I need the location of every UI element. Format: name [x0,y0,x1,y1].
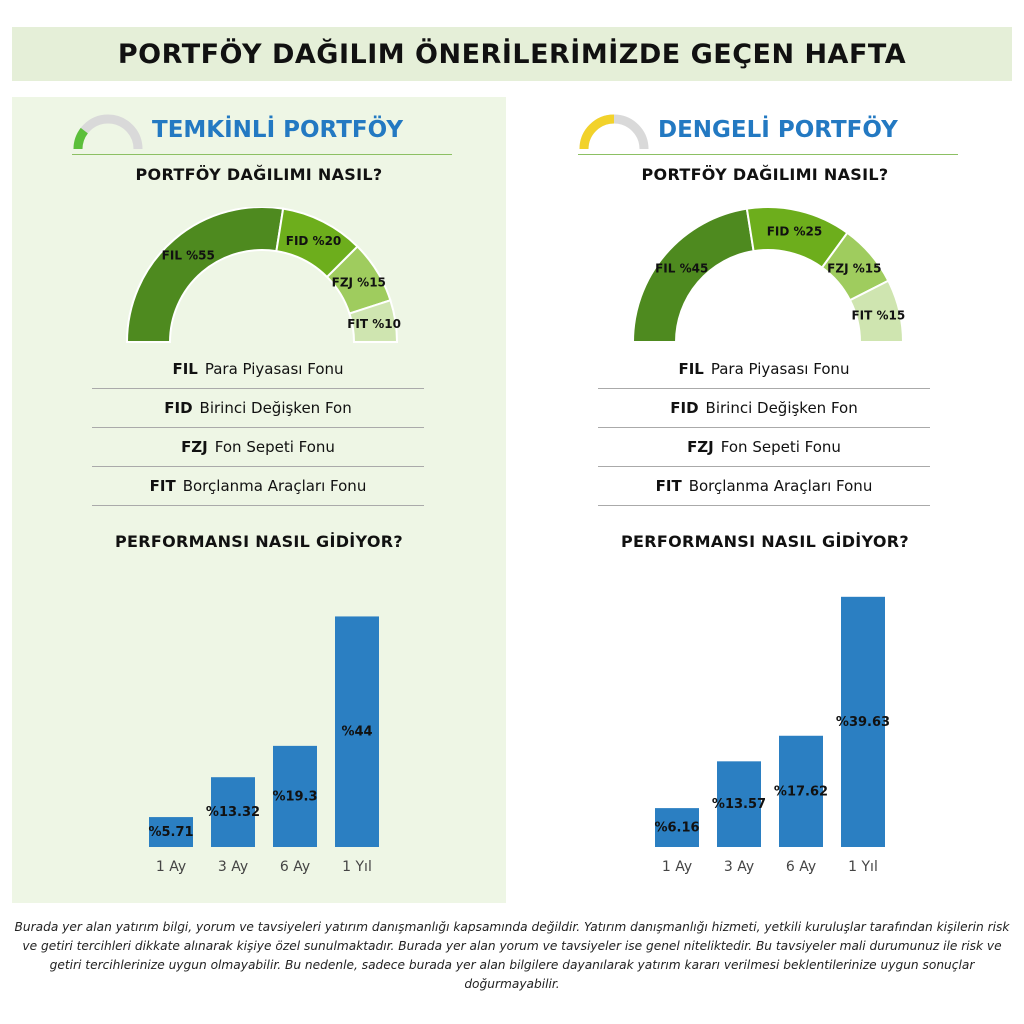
panel-header [578,111,958,155]
donut-segment-label: FIT %10 [347,317,401,332]
allocation-donut-chart [618,207,918,347]
bar-value-label: %17.62 [773,784,829,800]
allocation-title: PORTFÖY DAĞILIMI NASIL? [641,165,889,184]
performance-bar-chart [112,567,412,887]
legend-fund-name: Birinci Değişken Fon [199,399,352,417]
legal-disclaimer: Burada yer alan yatırım bilgi, yorum ve tavsiyeleri yatırım danışmanlığı kapsamında değildir. Yatırım danışmanlığı hizmeti, yetkili kuruluşlar tarafından kişilerin risk ve getiri tercihleri dikkate alınarak kişiye özel sunulmaktadır. Burada yer alan yorum ve tavsiyeler ise genel niteliktedir. Bu tavsiyeler mali durumunuz ile risk ve getiri tercihlerinize uygun olmayabilir. Bu nedenle, sadece burada yer alan bilgilere dayanılarak yatırım kararı verilmesi beklentilerinize uygun sonuçlar doğurmayabilir. [14,920,1010,991]
panel-title: TEMKİNLİ PORTFÖY [152,117,404,143]
allocation-donut-chart [112,207,412,347]
gauge-medium-icon [578,113,650,151]
conservative-portfolio-panel [12,97,506,903]
gauge-low-icon [72,113,144,151]
legend-fund-name: Birinci Değişken Fon [705,399,858,417]
bar-category-label: 1 Ay [661,859,693,875]
fund-legend [598,350,930,506]
bar-category-label: 6 Ay [279,859,311,875]
legend-code: FIL [172,360,198,378]
donut-segment-label: FZJ %15 [331,275,386,290]
donut-segment-label: FIT %15 [851,308,906,323]
legend-row-fzj [598,428,930,467]
donut-segment-fil [127,207,283,342]
legend-fund-name: Para Piyasası Fonu [710,360,850,378]
legend-code: FIT [149,477,176,495]
bar-value-label: %19.3 [272,789,318,805]
legend-code: FZJ [687,438,714,456]
fund-legend [92,350,424,506]
donut-segment-label: FIL %45 [655,261,709,276]
bar-value-label: %13.57 [711,797,767,813]
legend-code: FID [670,399,699,417]
donut-segment-label: FID %20 [285,233,342,248]
bar-category-label: 1 Yıl [848,859,878,875]
bar-value-label: %44 [341,724,373,740]
legend-code: FIT [655,477,682,495]
balanced-portfolio-panel [518,97,1012,903]
bar-value-label: %13.32 [205,805,261,821]
allocation-title: PORTFÖY DAĞILIMI NASIL? [135,165,383,184]
legend-row-fit [598,467,930,506]
legend-row-fzj [92,428,424,467]
page-title-bar [12,27,1012,81]
legend-row-fil [598,350,930,389]
legend-fund-name: Para Piyasası Fonu [204,360,344,378]
legend-fund-name: Fon Sepeti Fonu [720,438,841,456]
panel-title: DENGELİ PORTFÖY [658,117,898,143]
bar-value-label: %6.16 [654,820,700,836]
donut-segment-label: FID %25 [766,224,823,239]
legend-row-fid [598,389,930,428]
page-title: PORTFÖY DAĞILIM ÖNERİLERİMİZDE GEÇEN HAFTA [117,38,907,70]
bar-value-label: %39.63 [835,714,891,730]
legend-row-fil [92,350,424,389]
bar-category-label: 1 Yıl [342,859,372,875]
bar-value-label: %5.71 [148,825,194,841]
legend-fund-name: Fon Sepeti Fonu [214,438,335,456]
legend-fund-name: Borçlanma Araçları Fonu [688,477,873,495]
donut-segment-label: FZJ %15 [827,261,882,276]
donut-segment-label: FIL %55 [161,248,215,263]
bar-category-label: 3 Ay [217,859,249,875]
legend-code: FID [164,399,193,417]
legend-fund-name: Borçlanma Araçları Fonu [182,477,367,495]
legend-row-fid [92,389,424,428]
panel-header [72,111,452,155]
performance-title: PERFORMANSI NASIL GİDİYOR? [621,532,909,551]
bar-category-label: 3 Ay [723,859,755,875]
bar-category-label: 1 Ay [155,859,187,875]
performance-bar-chart [618,567,918,887]
donut-segment-fil [633,209,754,342]
legend-code: FIL [678,360,704,378]
legend-row-fit [92,467,424,506]
bar-category-label: 6 Ay [785,859,817,875]
legend-code: FZJ [181,438,208,456]
performance-title: PERFORMANSI NASIL GİDİYOR? [115,532,403,551]
